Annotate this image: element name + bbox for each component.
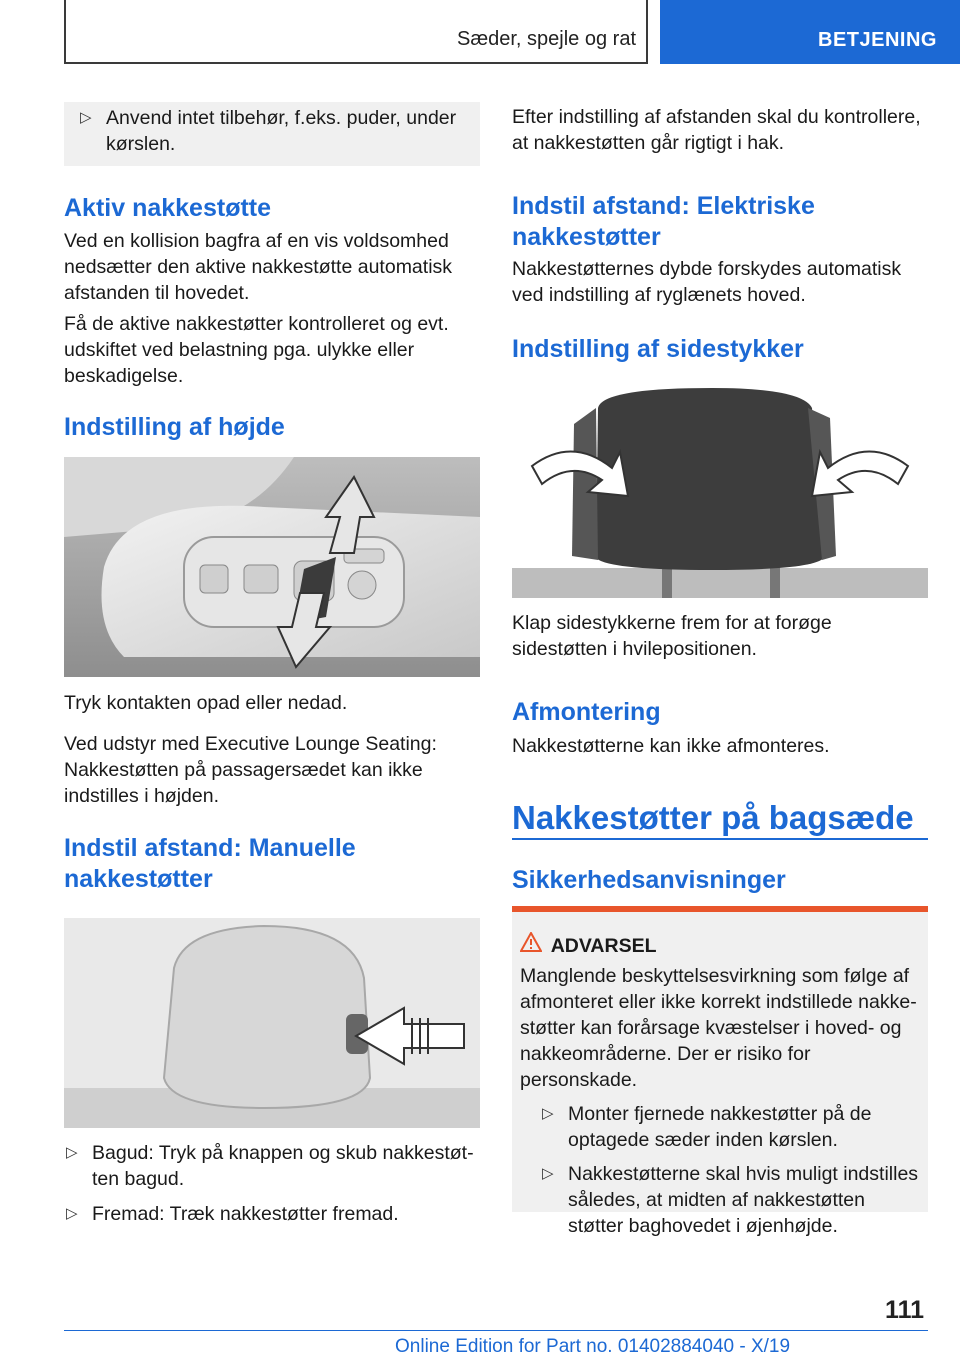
heading-active-headrest: Aktiv nakkestøtte	[64, 194, 272, 222]
heading-safety: Sikkerhedsanvisninger	[512, 866, 786, 894]
triangle-right-icon: ▷	[66, 1205, 78, 1222]
list-item	[64, 1140, 480, 1192]
side-wings-image	[512, 388, 928, 598]
warning-title-text: ADVARSEL	[550, 935, 657, 957]
tip-box	[64, 102, 480, 166]
list-item	[78, 105, 466, 157]
list-item	[540, 1101, 920, 1153]
triangle-right-icon: ▷	[542, 1105, 554, 1122]
warning-text: Manglende beskyttelsesvirkning som følge af afmonteret eller ikke korrekt indstillede nakkestøtter kan forårsage kvæstelser i hoved- og nakkeområderne. Der er risiko for personskade.	[520, 965, 917, 1091]
warning-triangle-icon	[520, 932, 546, 959]
paragraph-intro: Efter indstilling af afstanden skal du kontrollere, at nakkestøtten går rigtigt i hak.	[512, 106, 921, 154]
paragraph-height-1: Tryk kontakten opad eller nedad.	[64, 692, 348, 714]
heading-removal: Afmontering	[512, 698, 661, 726]
paragraph-removal: Nakkestøtterne kan ikke afmonteres.	[512, 735, 830, 757]
heading-side: Indstilling af sidestykker	[512, 335, 804, 363]
footer-rule	[64, 1330, 928, 1331]
warning-title	[520, 932, 920, 959]
heading-rule	[512, 838, 928, 840]
bullet-text: Nakkestøtterne skal hvis muligt indstilles således, at midten af nakkestøtten støtter baghovedet i øjenhøjde.	[568, 1163, 919, 1237]
bullet-text: Bagud: Tryk på knappen og skub nakkestøtten bagud.	[92, 1142, 474, 1190]
paragraph-height-2: Ved udstyr med Executive Lounge Seating: Nakkestøtten på passagersædet kan ikke indstilles i højden.	[64, 733, 437, 807]
warning-box	[512, 906, 928, 1237]
paragraph-side: Klap sidestykkerne frem for at forøge sidestøtten i hvilepositionen.	[512, 612, 832, 660]
heading-manual: Indstil afstand: Manuelle nakkestøtter	[64, 834, 356, 893]
chapter-tab[interactable]	[660, 0, 960, 64]
triangle-right-icon: ▷	[80, 109, 92, 126]
paragraph-electric: Nakkestøtternes dybde forskydes automatisk ved indstilling af ryglænets hoved.	[512, 258, 902, 306]
running-header	[64, 0, 648, 64]
list-item	[540, 1161, 920, 1239]
list-item	[64, 1201, 480, 1227]
page-number: 111	[885, 1296, 924, 1324]
seat-switch-image	[64, 457, 480, 677]
heading-rear-headrests: Nakkestøtter på bagsæde	[512, 799, 914, 836]
bullet-text: Fremad: Træk nakkestøtter fremad.	[92, 1203, 399, 1225]
paragraph-active-1: Ved en kollision bagfra af en vis voldsomhed nedsætter den aktive nakkestøtte automatisk afstanden til hovedet.	[64, 230, 453, 304]
bullet-text: Anvend intet tilbehør, f.eks. puder, under kørslen.	[106, 107, 457, 155]
footer-edition: Online Edition for Part no. 01402884040 - X/19	[395, 1336, 791, 1357]
heading-height: Indstilling af højde	[64, 413, 285, 441]
paragraph-active-2: Få de aktive nakkestøtter kontrolleret og evt. udskiftet ved belastning pga. ulykke eller beskadigelse.	[64, 313, 449, 387]
triangle-right-icon: ▷	[542, 1165, 554, 1182]
section-title: Sæder, spejle og rat	[457, 28, 636, 50]
heading-electric: Indstil afstand: Elektriske nakkestøtter	[512, 192, 815, 251]
bullet-text: Monter fjernede nakkestøtter på de optagede sæder inden kørslen.	[568, 1103, 872, 1151]
manual-headrest-image	[64, 918, 480, 1128]
manual-bullets	[64, 1140, 480, 1227]
chapter-tab-label: BETJENING	[818, 29, 937, 51]
triangle-right-icon: ▷	[66, 1144, 78, 1161]
